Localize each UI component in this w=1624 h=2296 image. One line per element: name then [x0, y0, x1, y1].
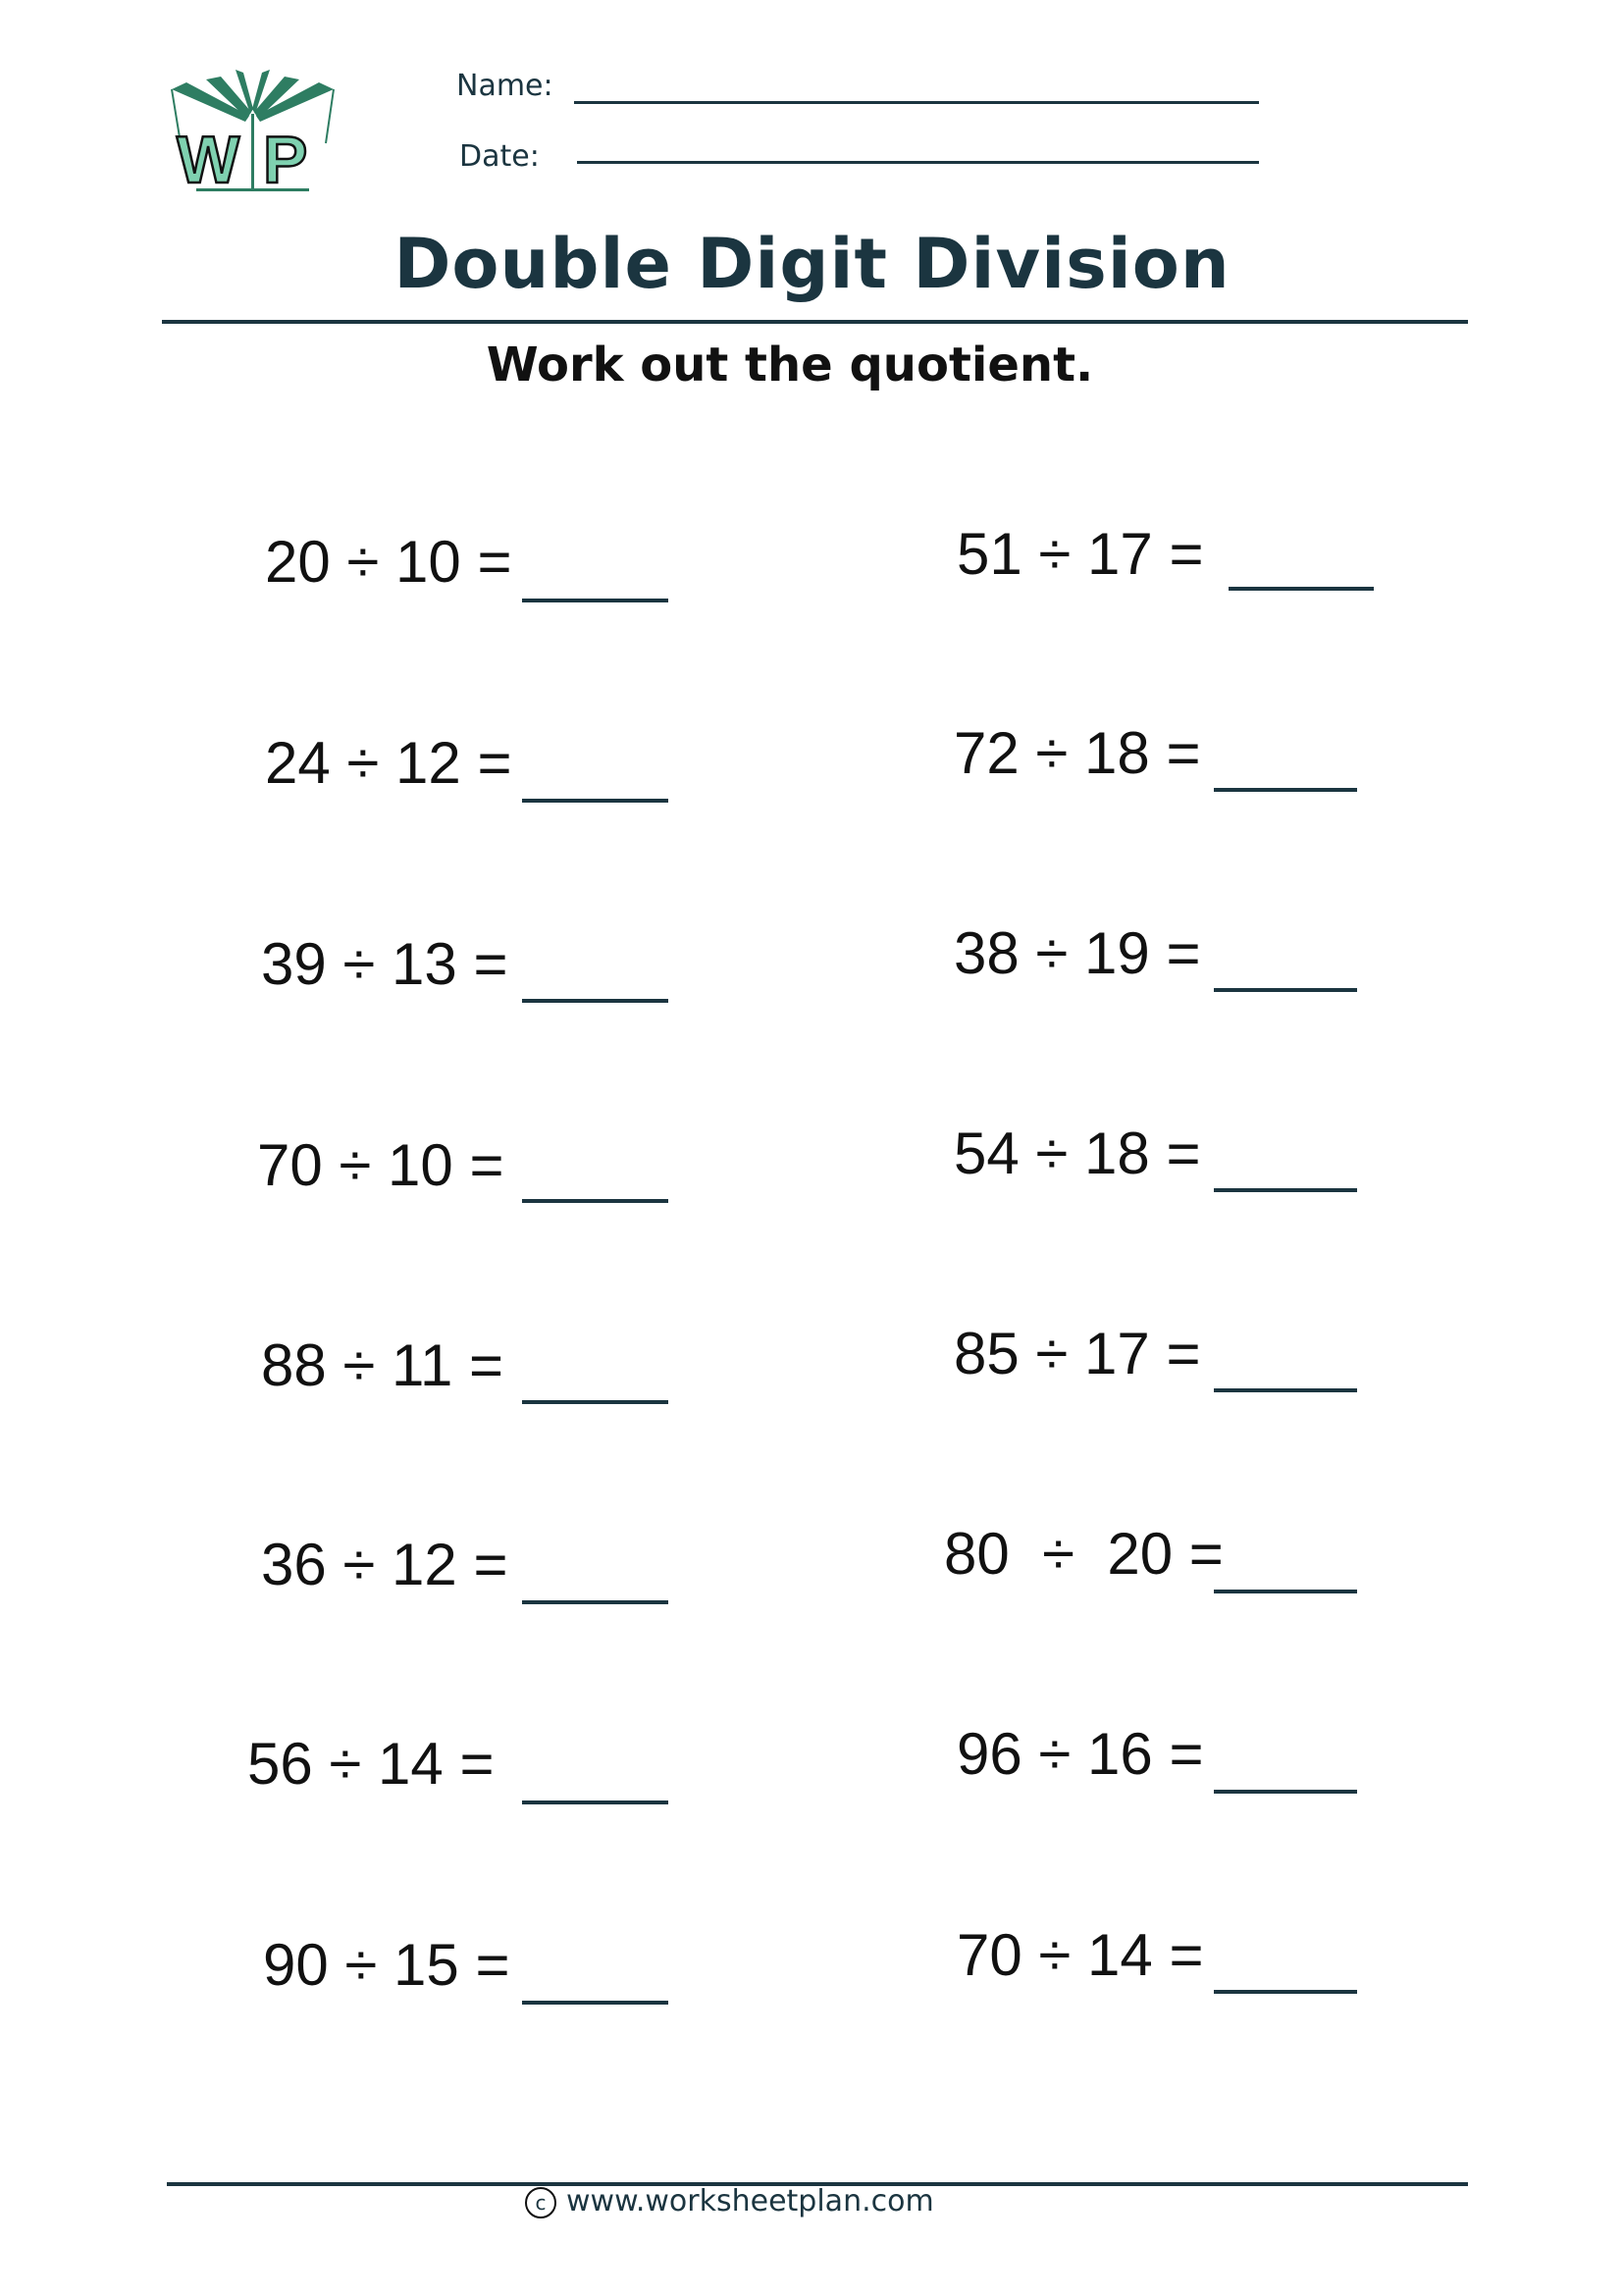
answer-field[interactable]: [522, 799, 668, 803]
problem: 90 ÷ 15 =: [263, 1932, 510, 1998]
answer-field[interactable]: [1214, 1590, 1357, 1593]
logo-letter-w: W: [177, 123, 240, 194]
instructions: Work out the quotient.: [486, 338, 1094, 392]
problem: 24 ÷ 12 =: [265, 730, 512, 796]
name-label: Name:: [456, 69, 553, 103]
answer-field[interactable]: [522, 999, 668, 1003]
answer-field[interactable]: [1214, 988, 1357, 992]
name-field[interactable]: [574, 101, 1259, 104]
answer-field[interactable]: [1214, 1388, 1357, 1392]
page-title: Double Digit Division: [393, 224, 1231, 304]
date-label: Date:: [459, 139, 540, 174]
problem: 39 ÷ 13 =: [261, 931, 508, 997]
problem: 80 ÷ 20 =: [944, 1521, 1224, 1587]
worksheetplan-logo: [167, 65, 339, 194]
problem: 20 ÷ 10 =: [265, 529, 512, 595]
answer-field[interactable]: [1214, 1188, 1357, 1192]
answer-field[interactable]: [522, 1199, 668, 1203]
problem: 85 ÷ 17 =: [954, 1321, 1201, 1386]
logo-letter-p: P: [263, 123, 308, 194]
problem: 56 ÷ 14 =: [247, 1731, 495, 1797]
answer-field[interactable]: [1214, 788, 1357, 792]
footer-url[interactable]: www.worksheetplan.com: [566, 2184, 934, 2218]
answer-field[interactable]: [1229, 587, 1374, 591]
footer: [525, 2184, 934, 2218]
answer-field[interactable]: [522, 1400, 668, 1404]
problem: 70 ÷ 14 =: [957, 1922, 1204, 1988]
problem: 54 ÷ 18 =: [954, 1121, 1201, 1186]
problem: 36 ÷ 12 =: [261, 1532, 508, 1597]
date-field[interactable]: [577, 161, 1259, 164]
problem: 51 ÷ 17 =: [957, 521, 1204, 587]
problem: 96 ÷ 16 =: [957, 1721, 1204, 1787]
answer-field[interactable]: [1214, 1790, 1357, 1794]
answer-field[interactable]: [522, 2001, 668, 2005]
answer-field[interactable]: [522, 599, 668, 602]
answer-field[interactable]: [522, 1800, 668, 1804]
divider: [162, 320, 1468, 324]
copyright-icon: c: [525, 2187, 556, 2218]
problem: 72 ÷ 18 =: [954, 720, 1201, 786]
problem: 70 ÷ 10 =: [257, 1132, 504, 1198]
answer-field[interactable]: [1214, 1990, 1357, 1994]
problem: 88 ÷ 11 =: [261, 1332, 504, 1398]
problem: 38 ÷ 19 =: [954, 920, 1201, 986]
answer-field[interactable]: [522, 1600, 668, 1604]
